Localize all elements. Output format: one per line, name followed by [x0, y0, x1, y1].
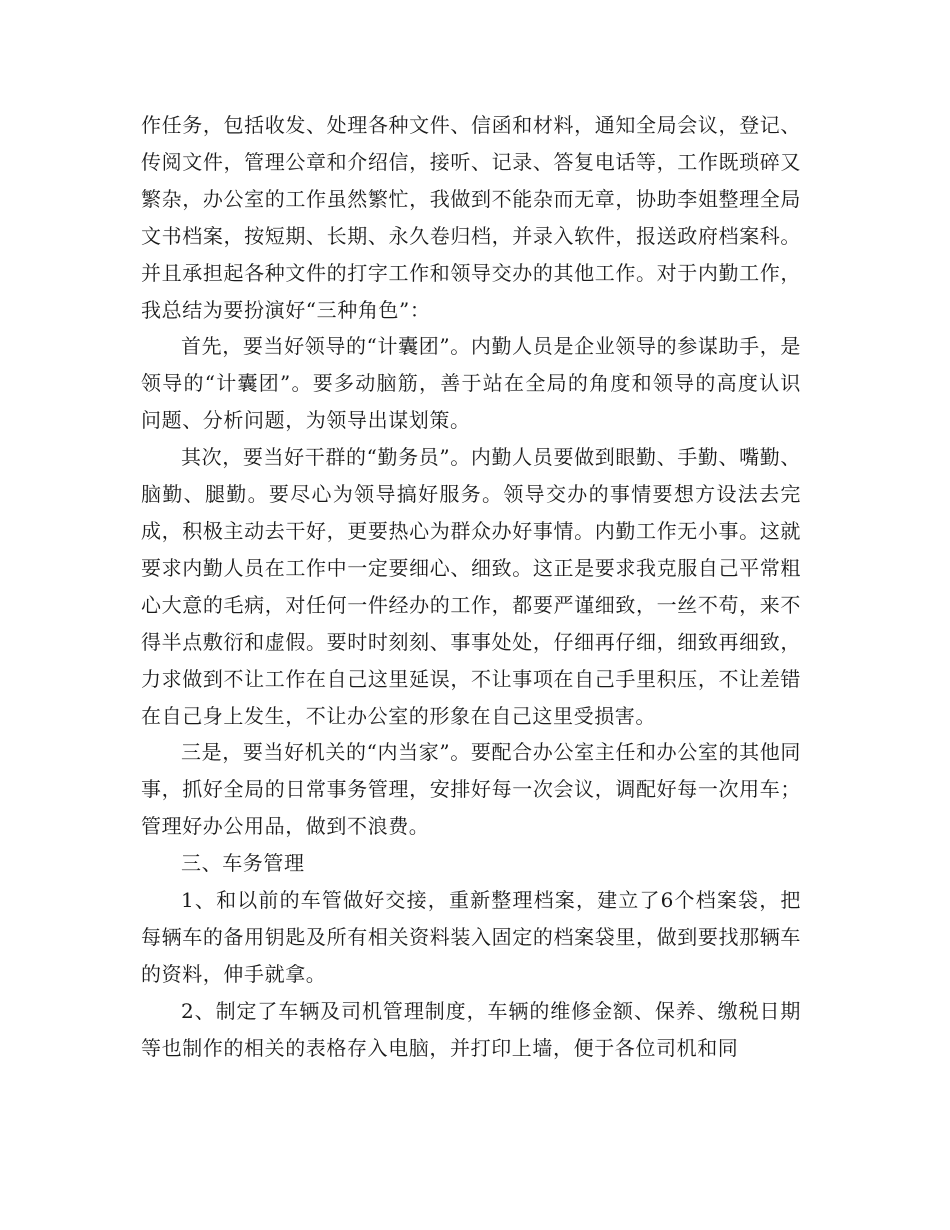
paragraph-role-servant: 其次，要当好干群的“勤务员”。内勤人员要做到眼勤、手勤、嘴勤、脑勤、腿勤。要尽心为领导搞好服务。领导交办的事情要想方设法去完成，积极主动去干好，更要热心为群众办好事情。内勤工作无小事。这就要求内勤人员在工作中一定要细心、细致。这正是要求我克服自己平常粗心大意的毛病，对任何一件经办的工作，都要严谨细致，一丝不苟，来不得半点敷衍和虚假。要时时刻刻、事事处处，仔细再仔细，细致再细致，力求做到不让工作在自己这里延误，不让事项在自己手里积压，不让差错在自己身上发生，不让办公室的形象在自己这里受损害。 [141, 445, 801, 728]
paragraph-vehicle-item-2: 2、制定了车辆及司机管理制度，车辆的维修金额、保养、缴税日期等也制作的相关的表格存入电脑，并打印上墙，便于各位司机和同 [141, 998, 801, 1060]
paragraph-vehicle-item-1: 1、和以前的车管做好交接，重新整理档案，建立了6个档案袋，把每辆车的备用钥匙及所有相关资料装入固定的档案袋里，做到要找那辆车的资料，伸手就拿。 [141, 888, 801, 986]
paragraph-duties: 作任务，包括收发、处理各种文件、信函和材料，通知全局会议，登记、传阅文件，管理公章和介绍信，接听、记录、答复电话等，工作既琐碎又繁杂，办公室的工作虽然繁忙，我做到不能杂而无章，协助李姐整理全局文书档案，按短期、长期、永久卷归档，并录入软件，报送政府档案科。并且承担起各种文件的打字工作和领导交办的其他工作。对于内勤工作，我总结为要扮演好“三种角色”： [141, 113, 801, 322]
document-body [141, 107, 801, 1067]
paragraph-role-housekeeper: 三是，要当好机关的“内当家”。要配合办公室主任和办公室的其他同事，抓好全局的日常事务管理，安排好每一次会议，调配好每一次用车； 管理好办公用品，做到不浪费。 [141, 740, 801, 839]
paragraph-role-advisor: 首先，要当好领导的“计囊团”。内勤人员是企业领导的参谋助手，是领导的“计囊团”。要多动脑筋，善于站在全局的角度和领导的高度认识问题、分析问题，为领导出谋划策。 [141, 334, 801, 433]
section-heading-vehicle-management: 三、车务管理 [181, 851, 305, 876]
